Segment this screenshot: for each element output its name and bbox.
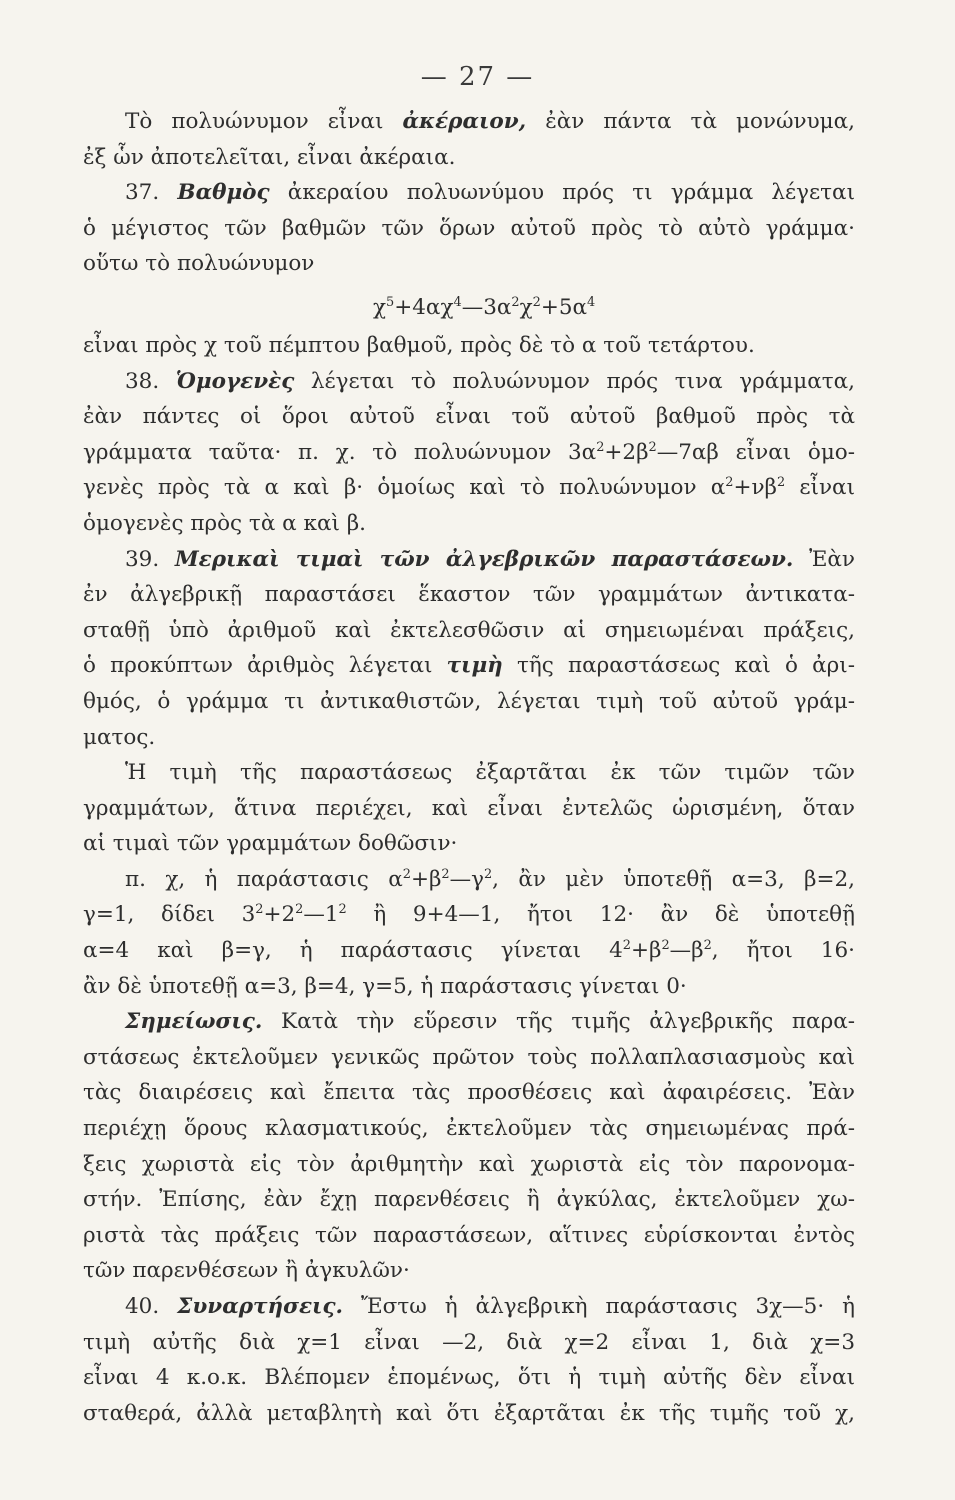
text-run: λέγεται τὸ πολυώνυμον πρός τινα γράμματα,	[294, 368, 856, 394]
page-number: — 27 —	[420, 62, 535, 92]
term-simeiosis: Σημείωσις.	[125, 1009, 263, 1035]
exponent: 2	[725, 475, 734, 491]
term-synartiseis: Συναρτήσεις.	[177, 1294, 344, 1319]
polynomial-formula	[83, 282, 855, 328]
note-line-5: ξεις χωριστὰ εἰς τὸν ἀριθμητὴν καὶ χωριστὰ εἰς τὸν παρονομα-	[83, 1151, 855, 1177]
text-run: —γ	[449, 866, 484, 892]
text-run: , ἤτοι 16·	[711, 938, 855, 964]
section-number-40: 40.	[125, 1294, 178, 1319]
exponent: 2	[703, 937, 712, 953]
formula-exponent: 4	[453, 294, 462, 310]
formula-term: +4αχ	[394, 294, 454, 320]
paragraph-value-line-2: γραμμάτων, ἅτινα περιέχει, καὶ εἶναι ἐντελῶς ὡρισμένη, ὅταν	[83, 795, 855, 821]
text-run: ἀκεραίου πολυωνύμου πρός τι γράμμα λέγεται	[269, 180, 856, 206]
section-40-line-2: τιμὴ αὐτῆς διὰ χ=1 εἶναι —2, διὰ χ=2 εἶναι 1, διὰ χ=3	[83, 1329, 855, 1355]
formula-term: χ	[519, 294, 533, 320]
text-run: γενὲς πρὸς τὰ α καὶ β· ὁμοίως καὶ τὸ πολυώνυμον α	[83, 475, 726, 501]
section-39-line-5: θμός, ὁ γράμμα τι ἀντικαθιστῶν, λέγεται τιμὴ τοῦ αὐτοῦ γράμ-	[83, 688, 855, 714]
note-line-4: περιέχῃ ὅρους κλασματικούς, ἐκτελοῦμεν τὰς σημειωμένας πρά-	[83, 1116, 855, 1142]
exponent: 2	[402, 866, 411, 882]
text-run: Ἔστω ἡ ἀλγεβρικὴ παράστασις 3χ—5· ἡ	[343, 1294, 856, 1319]
text-run: γ=1, δίδει 3	[83, 902, 256, 928]
exponent: 2	[295, 902, 304, 918]
formula-exponent: 4	[587, 294, 596, 310]
section-number-39: 39.	[125, 546, 175, 572]
text-run: —β	[669, 938, 704, 964]
formula-term: χ	[373, 294, 387, 320]
text-run: Τὸ πολυώνυμον εἶναι	[125, 109, 403, 134]
paragraph-intro-line-1	[83, 104, 855, 140]
term-timi: τιμὴ	[446, 653, 503, 679]
note-line-6: στήν. Ἐπίσης, ἐὰν ἔχῃ παρενθέσεις ἢ ἀγκύλας, ἐκτελοῦμεν χω-	[83, 1187, 855, 1213]
term-omogenes: Ὁμογενὲς	[175, 368, 295, 394]
section-37-line-3: οὕτω τὸ πολυώνυμον	[83, 251, 315, 277]
section-39-line-3: σταθῇ ὑπὸ ἀριθμοῦ καὶ ἐκτελεσθῶσιν αἱ σημειωμέναι πράξεις,	[83, 617, 855, 643]
text-run: , ἂν μὲν ὑποτεθῇ α=3, β=2,	[492, 866, 855, 892]
text-run: ὁ προκύπτων ἀριθμὸς λέγεται	[83, 653, 447, 679]
exponent: 2	[622, 937, 631, 953]
text-run: +νβ	[733, 475, 777, 501]
section-37-line-1	[83, 175, 855, 211]
section-39-line-1	[83, 542, 855, 578]
example-line-2	[83, 897, 855, 933]
text-run: —1	[303, 902, 339, 928]
section-37-line-2: ὁ μέγιστος τῶν βαθμῶν τῶν ὅρων αὐτοῦ πρὸς τὸ αὐτὸ γράμμα·	[83, 215, 855, 241]
formula-exponent: 5	[386, 294, 395, 310]
note-line-7: ριστὰ τὰς πράξεις τῶν παραστάσεων, αἵτινες εὑρίσκονται ἐντὸς	[83, 1222, 855, 1248]
section-number-38: 38.	[125, 368, 176, 394]
section-38-line-2: ἐὰν πάντες οἱ ὅροι αὐτοῦ εἶναι τοῦ αὐτοῦ βαθμοῦ πρὸς τὰ	[83, 404, 855, 430]
paragraph-value-line-3: αἱ τιμαὶ τῶν γραμμάτων δοθῶσιν·	[83, 831, 458, 857]
text-run: α=4 καὶ β=γ, ἡ παράστασις γίνεται 4	[83, 938, 623, 964]
text-run: τῆς παραστάσεως καὶ ὁ ἀρι-	[502, 653, 855, 679]
text-run: π. χ, ἡ παράστασις α	[125, 866, 403, 892]
paragraph-intro-line-2: ἐξ ὧν ἀποτελεῖται, εἶναι ἀκέραια.	[83, 144, 456, 170]
formula-exponent: 2	[532, 294, 541, 310]
section-38-line-4	[83, 470, 855, 506]
section-40-line-1	[83, 1289, 855, 1325]
text-run: +2	[263, 902, 296, 928]
text-run: +β	[410, 866, 442, 892]
section-39-line-2: ἐν ἀλγεβρικῇ παραστάσει ἕκαστον τῶν γραμμάτων ἀντικατα-	[83, 582, 855, 608]
text-run: ἐὰν πάντα τὰ μονώνυμα,	[526, 109, 855, 134]
section-number-37: 37.	[125, 180, 178, 206]
text-run: Ἐὰν	[793, 546, 855, 572]
example-line-4: ἂν δὲ ὑποτεθῇ α=3, β=4, γ=5, ἡ παράστασις γίνεται 0·	[83, 973, 687, 999]
section-40-line-3: εἶναι 4 κ.ο.κ. Βλέπομεν ἑπομένως, ὅτι ἡ τιμὴ αὐτῆς δὲν εἶναι	[83, 1365, 855, 1391]
text-run: ἢ 9+4—1, ἤτοι 12· ἂν δὲ ὑποτεθῇ	[346, 902, 855, 928]
term-akeraion: ἀκέραιον,	[402, 109, 527, 134]
page-body	[83, 104, 855, 1431]
exponent: 2	[338, 902, 347, 918]
text-run: Κατὰ τὴν εὕρεσιν τῆς τιμῆς ἀλγεβρικῆς παρα-	[262, 1009, 855, 1035]
exponent: 2	[255, 902, 264, 918]
text-run: +2β	[604, 439, 649, 465]
exponent: 2	[776, 475, 786, 491]
section-37-line-4: εἶναι πρὸς χ τοῦ πέμπτου βαθμοῦ, πρὸς δὲ τὸ α τοῦ τετάρτου.	[83, 332, 755, 358]
term-vathmos: Βαθμὸς	[177, 180, 270, 206]
section-38-line-5: ὁμογενὲς πρὸς τὰ α καὶ β.	[83, 510, 367, 536]
example-line-3	[83, 933, 855, 969]
exponent: 2	[483, 866, 493, 882]
section-40-line-4: σταθερά, ἀλλὰ μεταβλητὴ καὶ ὅτι ἐξαρτᾶται ἐκ τῆς τιμῆς τοῦ χ,	[83, 1400, 855, 1426]
text-run: γράμματα ταῦτα· π. χ. τὸ πολυώνυμον 3α	[83, 439, 597, 465]
formula-term: +5α	[540, 294, 588, 320]
text-run: εἶναι	[785, 475, 855, 501]
section-39-line-4	[83, 648, 855, 684]
exponent: 2	[441, 866, 450, 882]
term-merikai-timai: Μερικαὶ τιμαὶ τῶν ἀλγεβρικῶν παραστάσεων.	[174, 546, 794, 572]
note-line-2: στάσεως ἐκτελοῦμεν γενικῶς πρῶτον τοὺς πολλαπλασιασμοὺς καὶ	[83, 1044, 855, 1070]
text-run: +β	[630, 938, 662, 964]
paragraph-value-line-1: Ἡ τιμὴ τῆς παραστάσεως ἐξαρτᾶται ἐκ τῶν τιμῶν τῶν	[125, 760, 855, 786]
example-line-1	[83, 862, 855, 898]
section-38-line-3	[83, 435, 855, 471]
note-line-8: τῶν παρενθέσεων ἢ ἀγκυλῶν·	[83, 1258, 410, 1284]
section-39-line-6: ματος.	[83, 724, 156, 750]
formula-term: —3α	[461, 294, 512, 320]
text-run: —7αβ εἶναι ὁμο-	[656, 439, 856, 465]
exponent: 2	[596, 439, 605, 455]
exponent: 2	[648, 439, 657, 455]
formula-exponent: 2	[511, 294, 520, 310]
section-38-line-1	[83, 364, 855, 400]
note-line-3: τὰς διαιρέσεις καὶ ἔπειτα τὰς προσθέσεις καὶ ἀφαιρέσεις. Ἐὰν	[83, 1080, 855, 1106]
note-line-1	[83, 1004, 855, 1040]
exponent: 2	[661, 937, 670, 953]
